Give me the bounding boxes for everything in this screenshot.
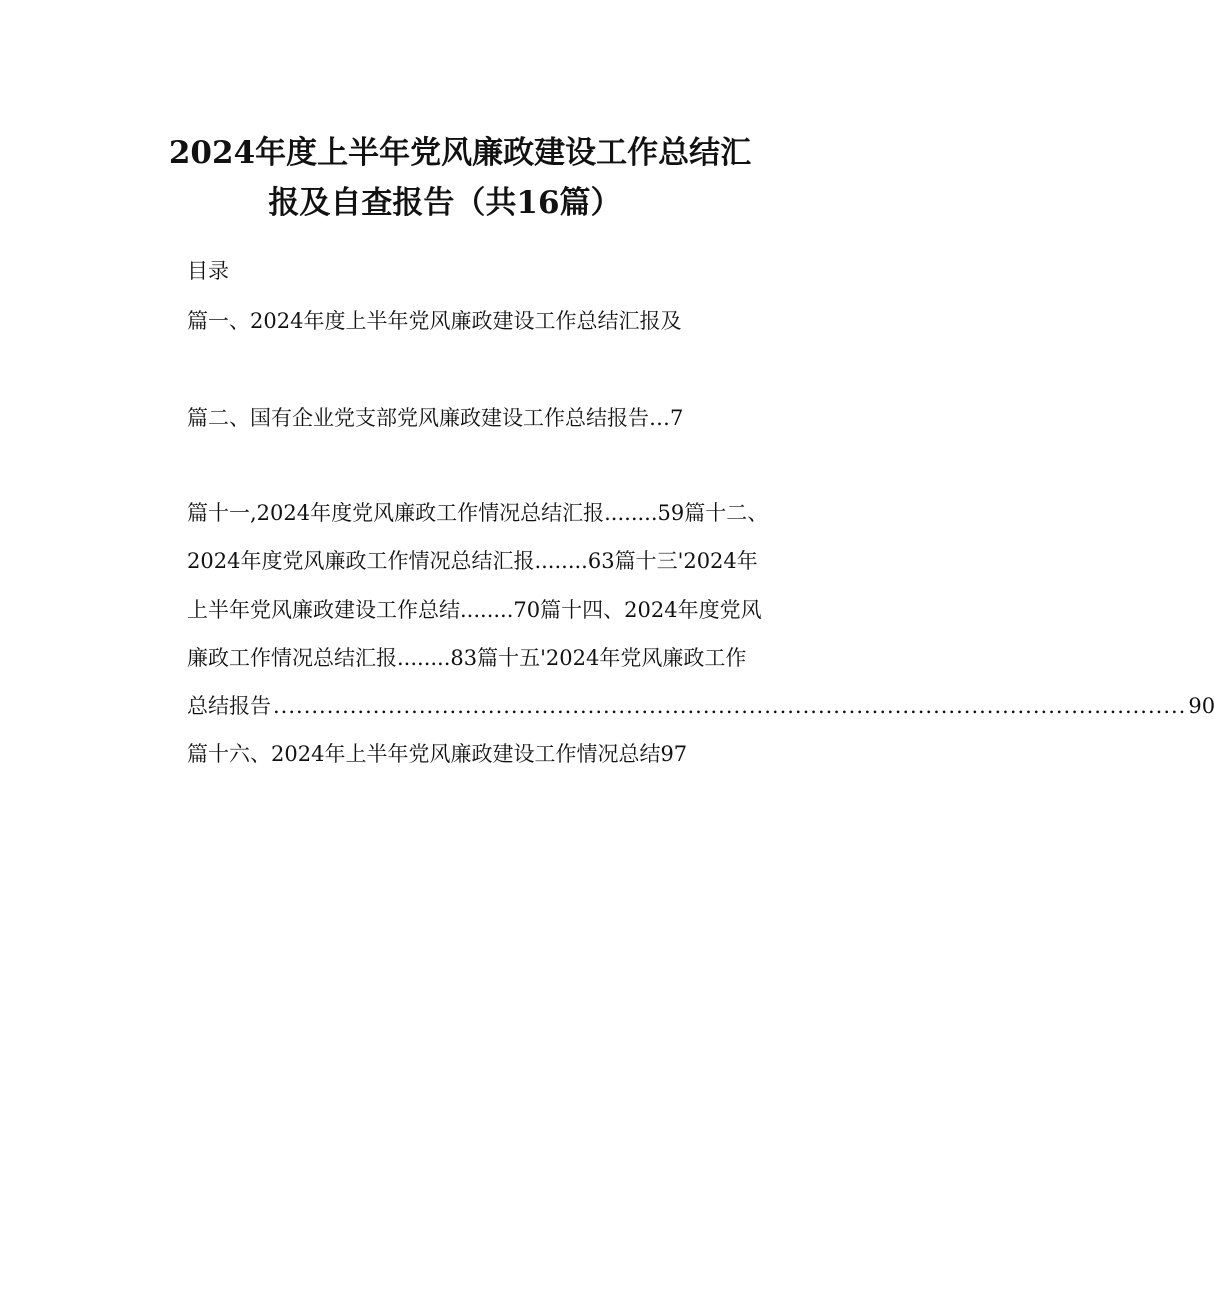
toc-entry[interactable]: 2024年度党风廉政工作情况总结汇报........63篇十三'2024年 [187, 549, 758, 573]
toc-leader-dots: ....................................................................................................................... [273, 694, 1187, 718]
toc-entry[interactable]: 上半年党风廉政建设工作总结........70篇十四、2024年度党风 [187, 598, 762, 622]
document-title-line-2: 报及自查报告（共16篇） [268, 185, 622, 221]
toc-entry[interactable]: 廉政工作情况总结汇报........83篇十五'2024年党风廉政工作 [187, 646, 747, 670]
toc-heading: 目录 [187, 259, 229, 283]
toc-entry[interactable]: 篇二、国有企业党支部党风廉政建设工作总结报告…7 [187, 406, 684, 430]
toc-entry[interactable]: 篇十六、2024年上半年党风廉政建设工作情况总结97 [187, 742, 688, 766]
toc-entry-text: 总结报告 [187, 694, 271, 718]
toc-entry[interactable]: 篇一、2024年度上半年党风廉政建设工作总结汇报及 [187, 309, 682, 333]
document-title-line-1: 2024年度上半年党风廉政建设工作总结汇 [168, 135, 752, 171]
toc-entry[interactable]: 篇十一,2024年度党风廉政工作情况总结汇报........59篇十二、 [187, 501, 769, 525]
toc-page-number: 90 [1188, 694, 1215, 718]
toc-entry-with-leader[interactable] [187, 690, 1215, 722]
